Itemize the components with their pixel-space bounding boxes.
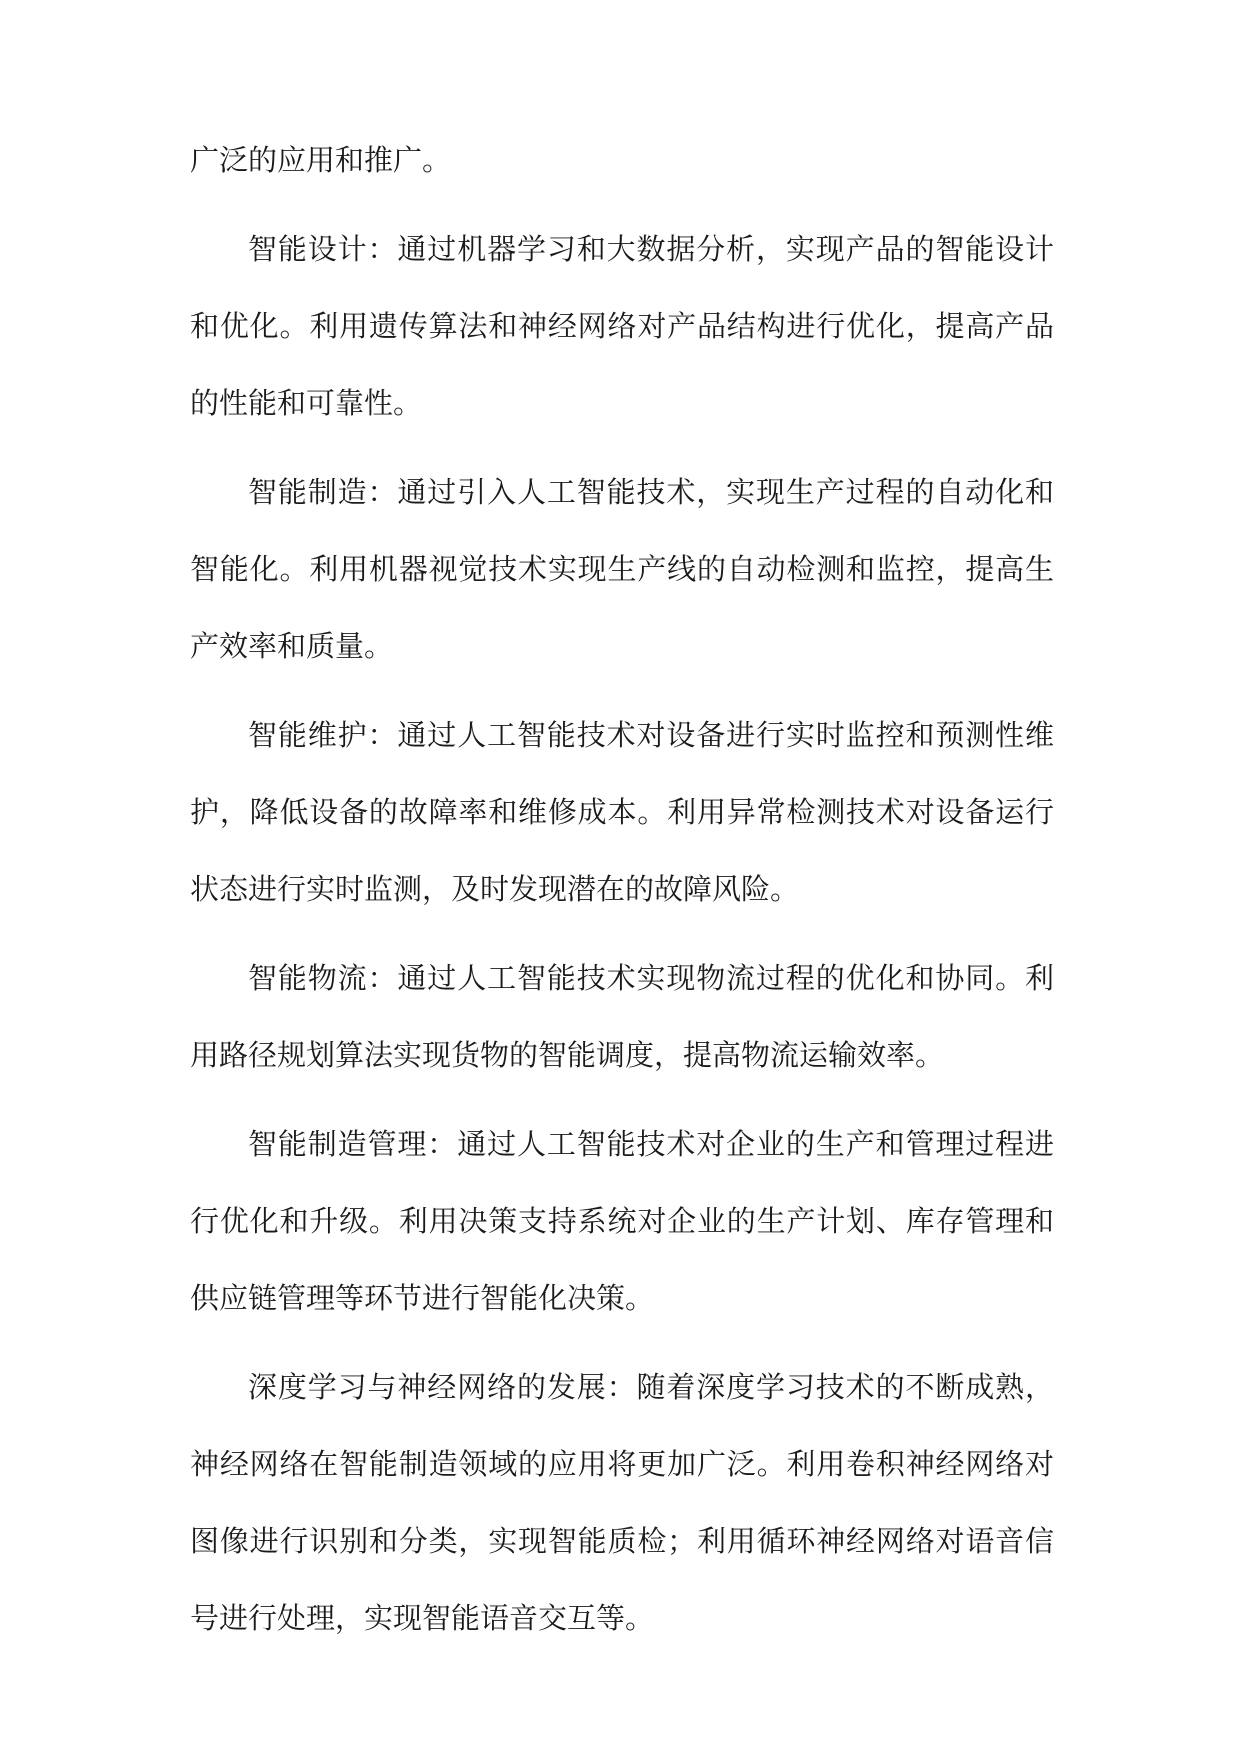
paragraph-smart-manufacturing: 智能制造：通过引入人工智能技术，实现生产过程的自动化和智能化。利用机器视觉技术实现生产线的自动检测和监控，提高生产效率和质量。	[190, 475, 1054, 663]
paragraph-smart-design: 智能设计：通过机器学习和大数据分析，实现产品的智能设计和优化。利用遗传算法和神经网络对产品结构进行优化，提高产品的性能和可靠性。	[190, 232, 1054, 420]
document-body	[190, 122, 1054, 1669]
paragraph-continuation: 广泛的应用和推广。	[190, 143, 452, 177]
paragraph-smart-manufacturing-management: 智能制造管理：通过人工智能技术对企业的生产和管理过程进行优化和升级。利用决策支持系统对企业的生产计划、库存管理和供应链管理等环节进行智能化决策。	[190, 1127, 1054, 1315]
paragraph-smart-maintenance: 智能维护：通过人工智能技术对设备进行实时监控和预测性维护，降低设备的故障率和维修成本。利用异常检测技术对设备运行状态进行实时监测，及时发现潜在的故障风险。	[190, 718, 1054, 906]
paragraph-deep-learning: 深度学习与神经网络的发展：随着深度学习技术的不断成熟，神经网络在智能制造领域的应用将更加广泛。利用卷积神经网络对图像进行识别和分类，实现智能质检；利用循环神经网络对语音信号进行处理，实现智能语音交互等。	[190, 1370, 1054, 1635]
paragraph-smart-logistics: 智能物流：通过人工智能技术实现物流过程的优化和协同。利用路径规划算法实现货物的智能调度，提高物流运输效率。	[190, 961, 1054, 1072]
